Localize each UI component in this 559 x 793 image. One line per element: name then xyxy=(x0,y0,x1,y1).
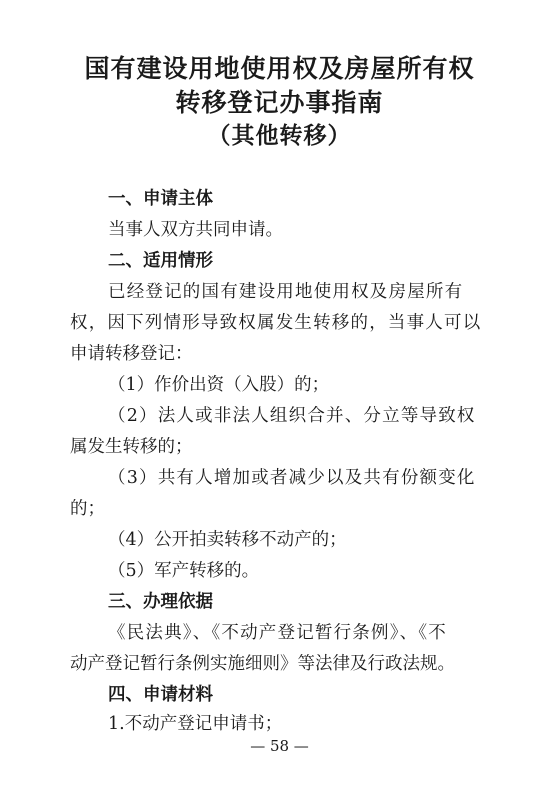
scope-item-2-line-1: （2）法人或非法人组织合并、分立等导致权 xyxy=(108,406,476,426)
scope-item-3-line-2: 的； xyxy=(70,499,105,519)
basis-line-2: 动产登记暂行条例实施细则》等法律及行政法规。 xyxy=(70,654,455,674)
section-heading-scope: 二、适用情形 xyxy=(108,251,213,271)
scope-item-4: （4）公开拍卖转移不动产的； xyxy=(108,530,347,550)
section-heading-materials: 四、申请材料 xyxy=(108,685,213,705)
scope-item-3-line-1: （3）共有人增加或者减少以及共有份额变化 xyxy=(108,468,476,488)
title-line-3: （其他转移） xyxy=(207,123,352,149)
scope-paragraph-line-1: 已经登记的国有建设用地使用权及房屋所有 xyxy=(108,282,464,302)
page-number: — 58 — xyxy=(250,737,309,755)
title-line-2: 转移登记办事指南 xyxy=(175,88,384,117)
title-line-1: 国有建设用地使用权及房屋所有权 xyxy=(84,54,475,83)
scope-paragraph-line-3: 申请转移登记： xyxy=(70,344,193,364)
section-heading-applicant: 一、申请主体 xyxy=(108,189,213,209)
materials-item-1: 1.不动产登记申请书； xyxy=(108,714,283,734)
section-heading-basis: 三、办理依据 xyxy=(108,592,213,612)
section-text-applicant: 当事人双方共同申请。 xyxy=(108,220,283,240)
scope-paragraph-line-2: 权，因下列情形导致权属发生转移的，当事人可以 xyxy=(70,313,482,333)
scope-item-2-line-2: 属发生转移的； xyxy=(70,437,193,457)
basis-line-1: 《民法典》、《不动产登记暂行条例》、《不 xyxy=(108,623,447,643)
scope-item-5: （5）军产转移的。 xyxy=(108,561,260,581)
scope-item-1: （1）作价出资（入股）的； xyxy=(108,375,330,395)
